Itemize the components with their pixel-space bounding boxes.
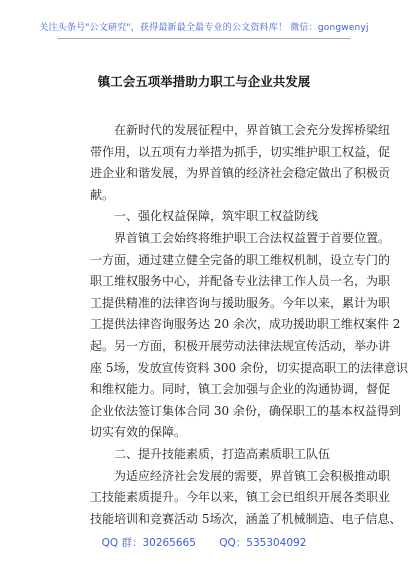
footer-qq-group: QQ 群：30265665 — [101, 537, 196, 549]
body-line: 起。另一方面，积极开展劳动法律法规宣传活动，举办讲 — [90, 339, 391, 353]
body-line: 界首镇工会始终将维护职工合法权益置于首要位置。 — [114, 231, 391, 245]
body-line: 工技能素质提升。今年以来，镇工会已组织开展各类职业 — [90, 490, 391, 505]
section-heading-2: 二、提升技能素质，打造高素质职工队伍 — [114, 447, 331, 461]
page-footer — [0, 535, 408, 550]
body-line: 职工维权服务中心，并配备专业法律工作人员一名，为职 — [90, 274, 391, 289]
body-line: 为适应经济社会发展的需要，界首镇工会积极推动职 — [114, 468, 391, 483]
page-header-note: 关注头条号"公文研究"，获得最新最全最专业的公文资料库！ 微信：gongwenyj — [39, 23, 369, 33]
section-heading-1: 一、强化权益保障，筑牢职工权益防线 — [114, 209, 319, 224]
footer-qq: QQ：535304092 — [219, 537, 307, 549]
body-line: 工提供法律咨询服务达 20 余次，成功援助职工维权案件 2 — [90, 317, 401, 332]
body-line: 和维权能力。同时，镇工会加强与企业的沟通协调，督促 — [90, 382, 391, 397]
body-line: 工提供精准的法律咨询与援助服务。今年以来，累计为职 — [90, 295, 391, 310]
header-divider — [58, 38, 350, 39]
body-line: 切实有效的保障。 — [90, 425, 187, 440]
body-line: 一方面，通过建立健全完备的职工维权机制，设立专门的 — [90, 252, 391, 267]
body-line: 座 5场，发放宣传资料 300 余份，切实提高职工的法律意识 — [90, 360, 408, 375]
document-title: 镇工会五项举措助力职工与企业共发展 — [97, 74, 311, 89]
body-line: 进企业和谐发展，为界首镇的经济社会稳定做出了积极贡 — [90, 166, 391, 181]
body-line: 献。 — [90, 187, 115, 202]
body-line: 带作用，以五项有力举措为抓手，切实维护职工权益，促 — [90, 144, 391, 159]
body-line: 企业依法签订集体合同 30 余份，确保职工的基本权益得到 — [90, 403, 401, 418]
body-line: 在新时代的发展征程中，界首镇工会充分发挥桥梁纽 — [114, 123, 391, 137]
body-line: 技能培训和竞赛活动 5场次，涵盖了机械制造、电子信息、 — [90, 511, 402, 526]
